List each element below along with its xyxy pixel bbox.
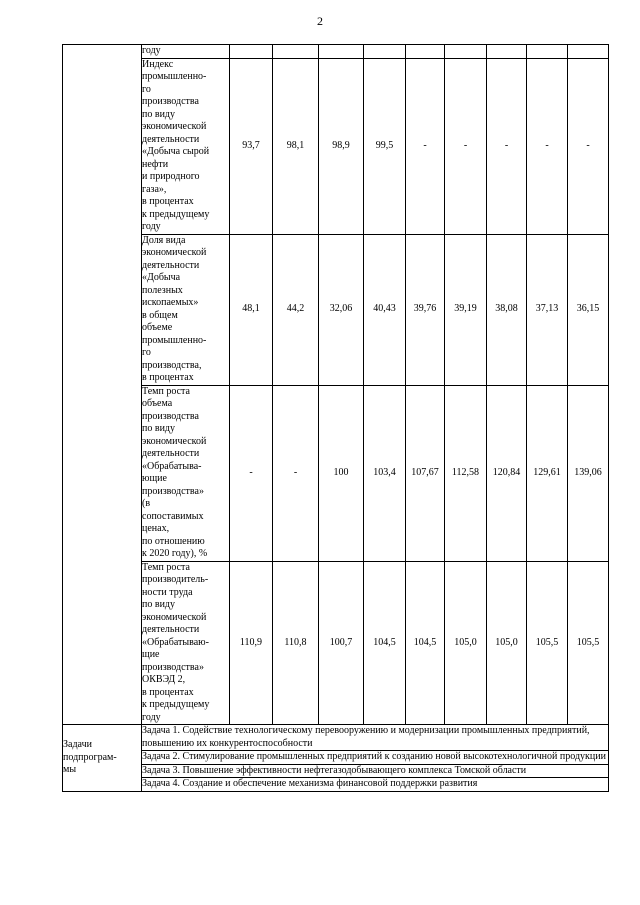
value-cell: 105,5 (568, 561, 609, 725)
indicator-line: в процентах (142, 686, 194, 698)
left-blank-cell (63, 45, 142, 725)
value-cell (364, 45, 406, 59)
indicator-line: ОКВЭД 2, (142, 674, 186, 685)
value-cell: 98,1 (273, 58, 319, 234)
indicator-line: го (142, 347, 151, 358)
page-number: 2 (317, 14, 323, 28)
table-row (63, 45, 609, 59)
value-cell: 120,84 (487, 385, 527, 561)
value-cell: 98,9 (319, 58, 364, 234)
value-cell: - (273, 385, 319, 561)
task-row (63, 764, 609, 778)
value-cell (319, 45, 364, 59)
indicator-line: ископаемых» (142, 297, 199, 308)
indicator-cell (142, 45, 230, 59)
value-cell: 129,61 (527, 385, 568, 561)
indicator-line: экономической (142, 121, 207, 132)
indicator-line: полезных (142, 284, 183, 296)
task-cell: Задача 1. Содействие технологическому перевооружению и модернизации промышленных предприятий, повышению их конкурентоспособности (142, 725, 609, 751)
indicator-line: газа», (142, 183, 167, 195)
indicator-line: объема (142, 398, 173, 409)
value-cell: 107,67 (406, 385, 445, 561)
indicator-line: производства» (142, 661, 204, 673)
indicator-line: производства (142, 96, 199, 107)
indicator-line: в процентах (142, 372, 194, 383)
value-cell (230, 45, 273, 59)
indicators-table (62, 44, 609, 792)
value-cell: 103,4 (364, 385, 406, 561)
value-cell: 32,06 (319, 234, 364, 385)
table-row (63, 561, 609, 725)
task-row (63, 751, 609, 765)
value-cell: 39,76 (406, 234, 445, 385)
tasks-label-line: подпрограм- (63, 751, 117, 763)
value-cell: 110,8 (273, 561, 319, 725)
indicator-line: экономической (142, 435, 207, 447)
value-cell (445, 45, 487, 59)
indicator-line: производства, (142, 359, 202, 371)
task-row (63, 778, 609, 792)
value-cell: 110,9 (230, 561, 273, 725)
indicator-line: году (142, 221, 161, 232)
indicator-line: к предыдущему (142, 208, 210, 220)
indicator-line: и природного (142, 171, 200, 182)
value-cell: 38,08 (487, 234, 527, 385)
tasks-label-line: мы (63, 764, 77, 775)
indicator-line: сопоставимых (142, 510, 204, 522)
indicator-line: деятельности (142, 448, 200, 459)
task-cell: Задача 2. Стимулирование промышленных предприятий к созданию новой высокотехнологичной продукции (142, 751, 609, 765)
indicator-line: году (142, 45, 161, 56)
task-row (63, 725, 609, 751)
value-cell: 105,5 (527, 561, 568, 725)
table-row (63, 234, 609, 385)
value-cell (568, 45, 609, 59)
value-cell: 100 (319, 385, 364, 561)
indicator-line: «Добыча (142, 272, 181, 283)
indicator-cell (142, 234, 230, 385)
value-cell: 104,5 (364, 561, 406, 725)
table-body (63, 45, 609, 792)
indicator-line: по виду (142, 599, 176, 610)
tasks-label-cell (63, 725, 142, 792)
indicator-line: деятельности (142, 133, 200, 145)
value-cell: 44,2 (273, 234, 319, 385)
indicator-line: в процентах (142, 196, 194, 207)
indicator-cell (142, 58, 230, 234)
indicator-line: Темп роста (142, 561, 190, 573)
value-cell: 39,19 (445, 234, 487, 385)
indicator-line: в общем (142, 309, 178, 321)
value-cell: 105,0 (487, 561, 527, 725)
indicator-line: производитель- (142, 574, 209, 585)
indicator-line: Темп роста (142, 385, 190, 397)
value-cell: - (406, 58, 445, 234)
indicator-line: по отношению (142, 535, 205, 547)
indicator-line: деятельности (142, 624, 200, 635)
indicator-line: производства (142, 410, 199, 422)
indicator-line: го (142, 83, 151, 95)
indicator-line: промышленно- (142, 334, 207, 346)
indicator-line: экономической (142, 611, 207, 623)
indicator-line: по виду (142, 108, 176, 120)
indicator-line: году (142, 711, 161, 723)
indicator-line: производства» (142, 485, 204, 497)
value-cell: - (445, 58, 487, 234)
indicator-line: «Обрабатываю- (142, 636, 209, 648)
task-cell: Задача 4. Создание и обеспечение механизма финансовой поддержки развития (142, 778, 609, 792)
value-cell: - (487, 58, 527, 234)
indicator-cell (142, 385, 230, 561)
indicator-cell (142, 561, 230, 725)
indicator-line: к предыдущему (142, 699, 210, 710)
value-cell: 99,5 (364, 58, 406, 234)
indicator-line: к 2020 году), % (142, 548, 208, 559)
indicator-line: промышленно- (142, 71, 207, 82)
indicator-line: ности труда (142, 586, 193, 598)
value-cell: 100,7 (319, 561, 364, 725)
value-cell: 104,5 (406, 561, 445, 725)
value-cell: - (230, 385, 273, 561)
indicator-line: ющие (142, 473, 167, 484)
indicator-line: Доля вида (142, 234, 186, 246)
indicator-line: ценах, (142, 523, 170, 534)
indicator-line: «Обрабатыва- (142, 460, 202, 472)
value-cell: - (568, 58, 609, 234)
indicator-line: «Добыча сырой (142, 146, 210, 157)
value-cell: 139,06 (568, 385, 609, 561)
value-cell: 37,13 (527, 234, 568, 385)
value-cell: 105,0 (445, 561, 487, 725)
value-cell (273, 45, 319, 59)
indicator-line: экономической (142, 247, 207, 258)
value-cell: 40,43 (364, 234, 406, 385)
table-row (63, 58, 609, 234)
table-row (63, 385, 609, 561)
value-cell: - (527, 58, 568, 234)
task-cell: Задача 3. Повышение эффективности нефтегазодобывающего комплекса Томской области (142, 764, 609, 778)
value-cell (527, 45, 568, 59)
value-cell: 48,1 (230, 234, 273, 385)
indicator-line: нефти (142, 158, 169, 170)
indicator-line: Индекс (142, 58, 174, 70)
value-cell (406, 45, 445, 59)
indicator-line: по виду (142, 423, 176, 434)
value-cell (487, 45, 527, 59)
value-cell: 36,15 (568, 234, 609, 385)
value-cell: 93,7 (230, 58, 273, 234)
indicator-line: щие (142, 649, 160, 660)
indicator-line: (в (142, 498, 151, 509)
indicator-line: объеме (142, 322, 173, 333)
value-cell: 112,58 (445, 385, 487, 561)
indicator-line: деятельности (142, 259, 200, 271)
tasks-label-line: Задачи (63, 739, 92, 750)
